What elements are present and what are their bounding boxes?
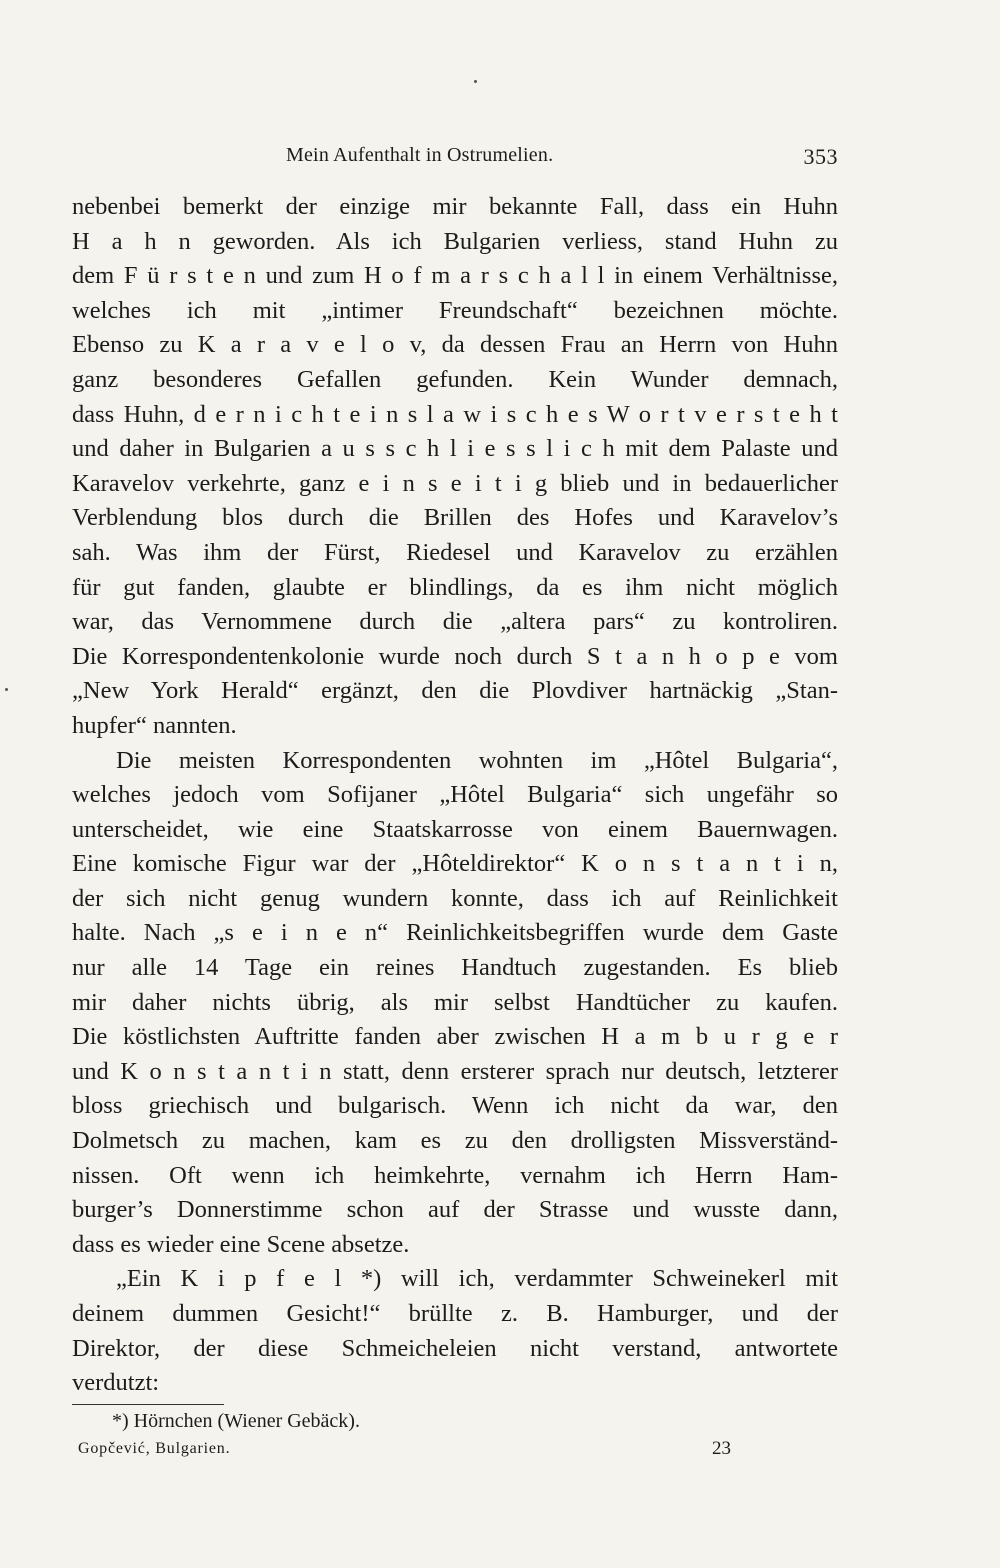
running-head-title: Mein Aufenthalt in Ostrumelien. <box>286 144 554 166</box>
text-line: Die köstlichsten Auftritte fanden aber zwischen H a m b u r g e r <box>72 1023 838 1051</box>
text-line: Verblendung blos durch die Brillen des Hofes und Karavelov’s <box>72 504 838 532</box>
paragraph <box>72 1262 838 1400</box>
text-line: dem F ü r s t e n und zum H o f m a r s c h a l l in einem Verhältnisse, <box>72 262 838 290</box>
text-line: und K o n s t a n t i n statt, denn ersterer sprach nur deutsch, letzterer <box>72 1057 838 1085</box>
text-line: dass Huhn, d e r n i c h t e i n s l a w i s c h e s W o r t v e r s t e h t <box>72 400 838 428</box>
text-line: deinem dummen Gesicht!“ brüllte z. B. Hamburger, und der <box>72 1300 838 1327</box>
text-line: welches jedoch vom Sofijaner „Hôtel Bulgaria“ sich ungefähr so <box>72 781 838 809</box>
text-line: Die meisten Korrespondenten wohnten im „Hôtel Bulgaria“, <box>116 746 838 774</box>
text-line: der sich nicht genug wundern konnte, dass ich auf Reinlichkeit <box>72 884 838 912</box>
text-line: „Ein K i p f e l *) will ich, verdammter Schweinekerl mit <box>116 1265 838 1293</box>
text-line: Karavelov verkehrte, ganz e i n s e i t i g blieb und in bedauerlicher <box>72 469 838 497</box>
text-line: Die Korrespondentenkolonie wurde noch durch S t a n h o p e vom <box>72 642 838 670</box>
text-line: „New York Herald“ ergänzt, den die Plovdiver hartnäckig „Stan- <box>72 677 838 705</box>
text-line: nissen. Oft wenn ich heimkehrte, vernahm ich Herrn Ham- <box>72 1161 838 1189</box>
text-line: bloss griechisch und bulgarisch. Wenn ich nicht da war, den <box>72 1092 838 1120</box>
footnote: *) Hörnchen (Wiener Gebäck). <box>112 1410 360 1432</box>
text-line: Direktor, der diese Schmeicheleien nicht verstand, antwortete <box>72 1334 838 1362</box>
text-line: nur alle 14 Tage ein reines Handtuch zugestanden. Es blieb <box>72 954 838 982</box>
sheet-number: 23 <box>712 1438 731 1459</box>
paragraph <box>72 190 838 744</box>
text-line: sah. Was ihm der Fürst, Riedesel und Karavelov zu erzählen <box>72 538 838 566</box>
print-speck <box>5 688 8 691</box>
text-line: Eine komische Figur war der „Hôteldirektor“ K o n s t a n t i n, <box>72 850 838 878</box>
text-line: unterscheidet, wie eine Staatskarrosse von einem Bauernwagen. <box>72 815 838 843</box>
text-line: H a h n geworden. Als ich Bulgarien verliess, stand Huhn zu <box>72 227 838 255</box>
text-line: dass es wieder eine Scene absetze. <box>72 1230 410 1258</box>
text-line: welches ich mit „intimer Freundschaft“ bezeichnen möchte. <box>72 296 838 324</box>
text-line: verdutzt: <box>72 1369 160 1397</box>
text-line: Dolmetsch zu machen, kam es zu den drolligsten Missverständ- <box>72 1127 838 1155</box>
text-line: ganz besonderes Gefallen gefunden. Kein Wunder demnach, <box>72 365 838 393</box>
body-text <box>72 190 838 1401</box>
text-line: mir daher nichts übrig, als mir selbst Handtücher zu kaufen. <box>72 988 838 1016</box>
page-number: 353 <box>803 144 838 169</box>
signature-mark: Gopčević, Bulgarien. <box>78 1440 231 1457</box>
text-line: burger’s Donnerstimme schon auf der Strasse und wusste dann, <box>72 1196 838 1224</box>
paragraph <box>72 744 838 1263</box>
footnote-rule <box>72 1404 224 1405</box>
text-line: war, das Vernommene durch die „altera pars“ zu kontroliren. <box>72 608 838 636</box>
text-line: und daher in Bulgarien a u s s c h l i e s s l i c h mit dem Palaste und <box>72 435 838 463</box>
running-head <box>70 140 840 174</box>
text-line: nebenbei bemerkt der einzige mir bekannte Fall, dass ein Huhn <box>72 193 838 220</box>
text-line: für gut fanden, glaubte er blindlings, da es ihm nicht möglich <box>72 573 838 601</box>
text-line: halte. Nach „s e i n e n“ Reinlichkeitsbegriffen wurde dem Gaste <box>72 919 838 947</box>
text-line: hupfer“ nannten. <box>72 711 237 739</box>
text-line: Ebenso zu K a r a v e l o v, da dessen Frau an Herrn von Huhn <box>72 331 838 359</box>
print-speck <box>474 80 477 83</box>
